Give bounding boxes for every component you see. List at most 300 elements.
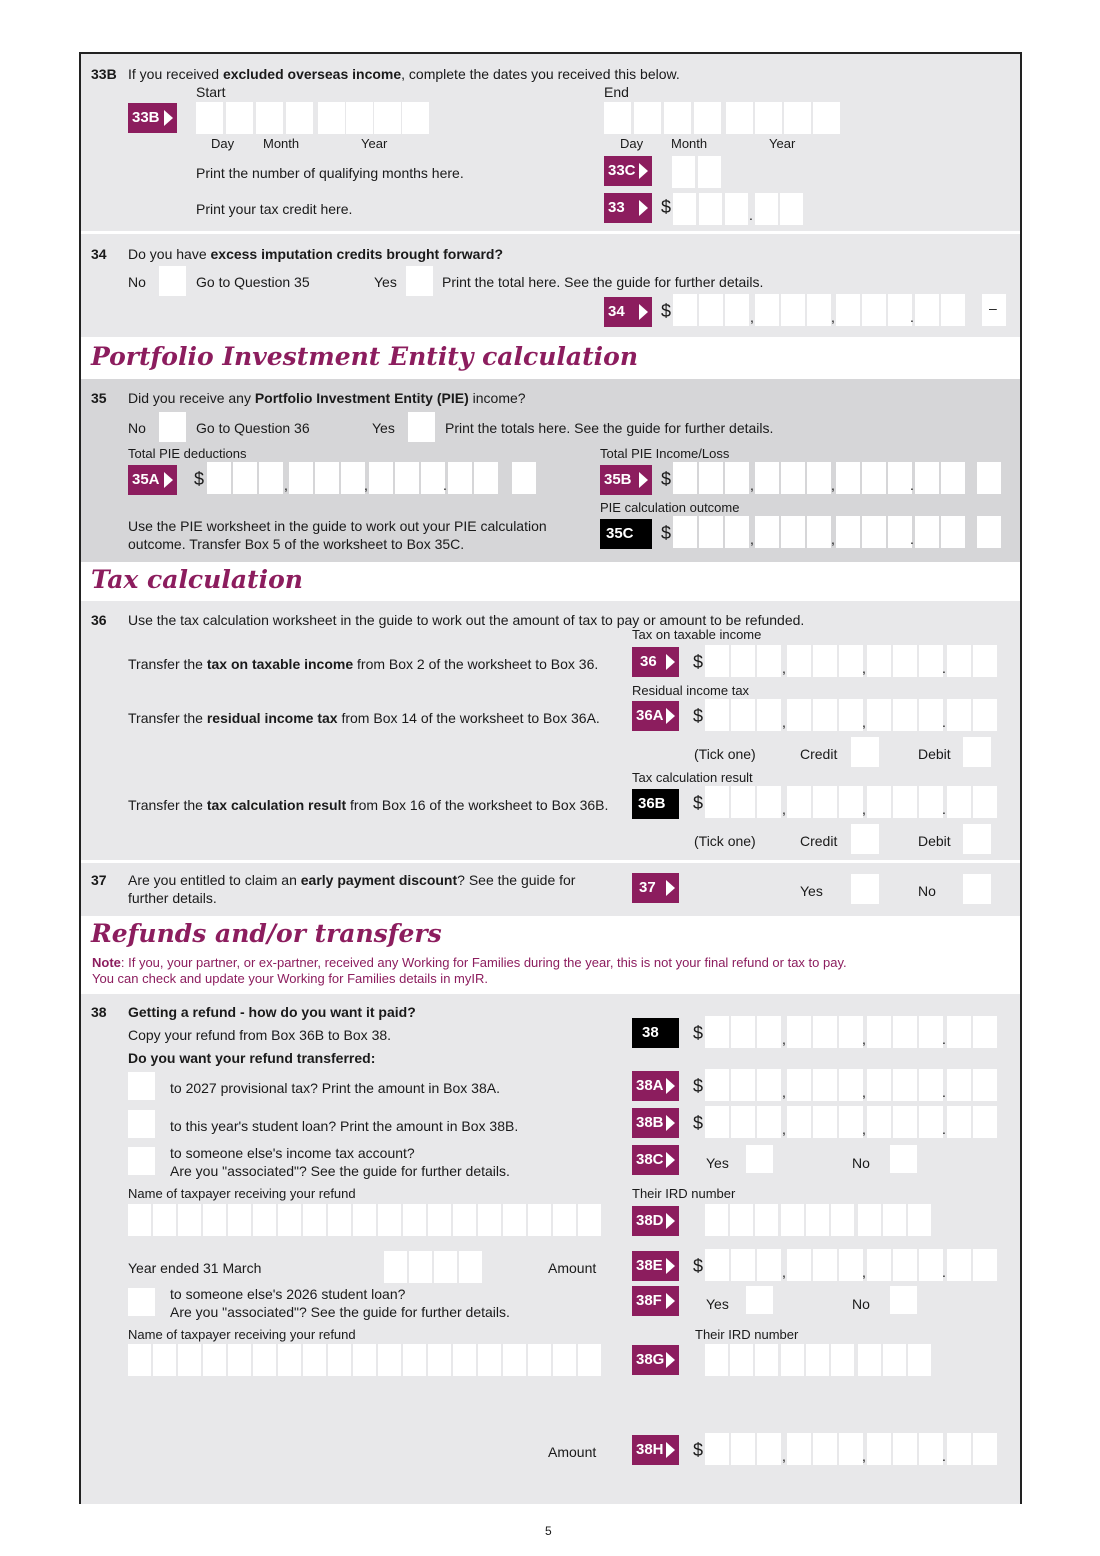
thousands-separator: , (862, 714, 866, 730)
tax-credit-cents-1[interactable] (755, 193, 778, 225)
loan-digit-3[interactable] (757, 1106, 781, 1138)
start-year-3[interactable] (374, 102, 401, 134)
income-digit-2[interactable] (699, 462, 723, 494)
name-char-10[interactable] (353, 1204, 376, 1236)
amount-h-digit-3[interactable] (757, 1433, 781, 1465)
residual-cents-2[interactable] (973, 699, 997, 731)
others-student-loan-checkbox[interactable] (128, 1288, 155, 1316)
deductions-digit-3[interactable] (259, 462, 283, 494)
amount-h-digit-7[interactable] (867, 1433, 891, 1465)
outcome-digit-8[interactable] (862, 516, 886, 548)
cents-2[interactable] (941, 294, 965, 326)
goto-text: Go to Question 35 (196, 274, 310, 290)
name-char-9[interactable] (328, 1344, 351, 1376)
associated-yes-checkbox[interactable] (746, 1145, 773, 1173)
loan-digit-4[interactable] (787, 1106, 811, 1138)
provisional-digit-2[interactable] (731, 1069, 755, 1101)
ird-digit-6[interactable] (831, 1204, 854, 1236)
name-char-17[interactable] (528, 1344, 551, 1376)
name-char-12[interactable] (403, 1344, 426, 1376)
name-char-17[interactable] (528, 1204, 551, 1236)
tax-credit-digit-3[interactable] (725, 193, 748, 225)
deductions-digit-4[interactable] (289, 462, 313, 494)
outcome-cents-2[interactable] (941, 516, 965, 548)
refund-digit-8[interactable] (893, 1016, 917, 1048)
question-number: 37 (91, 872, 107, 888)
thousands-separator: , (782, 660, 786, 676)
loan-digit-6[interactable] (839, 1106, 863, 1138)
result-digit-6[interactable] (839, 786, 863, 818)
year-digit-2[interactable] (409, 1251, 432, 1283)
outcome-digit-7[interactable] (836, 516, 860, 548)
pie-instruction-line-1: Use the PIE worksheet in the guide to work out your PIE calculation (128, 518, 547, 534)
name-char-7[interactable] (278, 1344, 301, 1376)
start-year-2[interactable] (346, 102, 373, 134)
print-totals-text: Print the totals here. See the guide for further details. (445, 420, 774, 436)
amount-e-digit-8[interactable] (893, 1249, 917, 1281)
loan-digit-9[interactable] (919, 1106, 943, 1138)
name-char-8[interactable] (303, 1204, 326, 1236)
q38-panel (81, 994, 1020, 1504)
refund-digit-6[interactable] (839, 1016, 863, 1048)
result-digit-7[interactable] (867, 786, 891, 818)
question-number: 35 (91, 390, 107, 406)
no-checkbox[interactable] (159, 266, 186, 296)
amount-h-digit-4[interactable] (787, 1433, 811, 1465)
income-sign-box[interactable] (977, 462, 1001, 494)
refund-digit-4[interactable] (787, 1016, 811, 1048)
name-char-7[interactable] (278, 1204, 301, 1236)
name-char-15[interactable] (478, 1204, 501, 1236)
result-digit-1[interactable] (705, 786, 729, 818)
amount-e-digit-6[interactable] (839, 1249, 863, 1281)
provisional-digit-3[interactable] (757, 1069, 781, 1101)
ird-digit-1[interactable] (705, 1344, 728, 1376)
residual-debit-checkbox[interactable] (963, 737, 991, 767)
year-digit-1[interactable] (384, 1251, 407, 1283)
name-char-4[interactable] (203, 1344, 226, 1376)
provisional-digit-6[interactable] (839, 1069, 863, 1101)
amount-e-digit-1[interactable] (705, 1249, 729, 1281)
section-heading-tax: Tax calculation (91, 565, 303, 594)
income-digit-4[interactable] (755, 462, 779, 494)
result-debit-checkbox[interactable] (963, 824, 991, 854)
box-tag-33: 33 (604, 193, 652, 223)
loan-digit-5[interactable] (813, 1106, 837, 1138)
yes-checkbox[interactable] (406, 266, 433, 296)
deductions-digit-7[interactable] (369, 462, 393, 494)
ird-digit-6[interactable] (831, 1344, 854, 1376)
income-digit-9[interactable] (888, 462, 912, 494)
name-char-16[interactable] (503, 1344, 526, 1376)
name-char-2[interactable] (153, 1344, 176, 1376)
taxable-digit-5[interactable] (813, 645, 837, 677)
name-char-12[interactable] (403, 1204, 426, 1236)
taxpayer-name-label: Name of taxpayer receiving your refund (128, 1186, 356, 1201)
name-char-1[interactable] (128, 1204, 151, 1236)
associated-no-checkbox[interactable] (890, 1286, 917, 1314)
ird-digit-8[interactable] (883, 1344, 906, 1376)
deductions-digit-6[interactable] (341, 462, 365, 494)
decimal-point: . (942, 1448, 946, 1464)
decimal-point: . (749, 207, 753, 223)
amount-h-digit-9[interactable] (919, 1433, 943, 1465)
result-digit-2[interactable] (731, 786, 755, 818)
name-char-10[interactable] (353, 1344, 376, 1376)
outcome-digit-3[interactable] (725, 516, 749, 548)
year-digit-3[interactable] (434, 1251, 457, 1283)
others-student-loan-text: to someone else's 2026 student loan? (170, 1286, 406, 1302)
ird-digit-1[interactable] (705, 1204, 728, 1236)
name-char-18[interactable] (553, 1344, 576, 1376)
amount-e-digit-4[interactable] (787, 1249, 811, 1281)
amount-e-digit-2[interactable] (731, 1249, 755, 1281)
outcome-digit-4[interactable] (755, 516, 779, 548)
associated-yes-checkbox[interactable] (746, 1286, 773, 1314)
thousands-separator: , (862, 1264, 866, 1280)
refund-digit-7[interactable] (867, 1016, 891, 1048)
start-day-label: Day (211, 136, 235, 151)
outcome-digit-1[interactable] (673, 516, 697, 548)
section-heading-pie: Portfolio Investment Entity calculation (91, 342, 638, 371)
digit-9[interactable] (888, 294, 912, 326)
end-month-2[interactable] (694, 102, 721, 134)
early-payment-yes-checkbox[interactable] (851, 874, 879, 904)
provisional-cents-2[interactable] (973, 1069, 997, 1101)
currency-sign: $ (693, 793, 704, 813)
yes-label: Yes (374, 274, 397, 290)
ird-digit-4[interactable] (781, 1344, 804, 1376)
provisional-digit-8[interactable] (893, 1069, 917, 1101)
ird-digit-9[interactable] (908, 1344, 931, 1376)
amount-e-cents-1[interactable] (947, 1249, 971, 1281)
name-char-6[interactable] (253, 1344, 276, 1376)
ird-digit-5[interactable] (806, 1344, 829, 1376)
refund-digit-3[interactable] (757, 1016, 781, 1048)
name-char-5[interactable] (228, 1344, 251, 1376)
note-line-2: You can check and update your Working for Families details in myIR. (92, 971, 488, 986)
name-char-15[interactable] (478, 1344, 501, 1376)
start-year-4[interactable] (402, 102, 429, 134)
name-char-6[interactable] (253, 1204, 276, 1236)
income-loss-label: Total PIE Income/Loss (600, 446, 730, 461)
amount-h-digit-6[interactable] (839, 1433, 863, 1465)
amount-label: Amount (548, 1444, 597, 1460)
ird-digit-5[interactable] (806, 1204, 829, 1236)
refund-digit-9[interactable] (919, 1016, 943, 1048)
result-digit-9[interactable] (919, 786, 943, 818)
currency-sign: $ (661, 523, 672, 543)
amount-h-cents-2[interactable] (973, 1433, 997, 1465)
taxable-digit-7[interactable] (867, 645, 891, 677)
ird-digit-4[interactable] (781, 1204, 804, 1236)
thousands-separator: , (284, 477, 288, 493)
deductions-cents-1[interactable] (448, 462, 472, 494)
currency-sign: $ (693, 652, 704, 672)
name-char-3[interactable] (178, 1344, 201, 1376)
currency-sign: $ (693, 1113, 704, 1133)
income-digit-6[interactable] (807, 462, 831, 494)
ird-digit-7[interactable] (858, 1344, 881, 1376)
end-day-1[interactable] (604, 102, 631, 134)
ird-digit-2[interactable] (730, 1204, 753, 1236)
thousands-separator: , (782, 801, 786, 817)
ird-digit-2[interactable] (730, 1344, 753, 1376)
deductions-digit-1[interactable] (207, 462, 231, 494)
residual-credit-checkbox[interactable] (851, 737, 879, 767)
taxable-digit-2[interactable] (731, 645, 755, 677)
deductions-cents-2[interactable] (474, 462, 498, 494)
name-char-1[interactable] (128, 1344, 151, 1376)
taxable-cents-1[interactable] (947, 645, 971, 677)
name-char-3[interactable] (178, 1204, 201, 1236)
box-tag-38c: 38C (632, 1145, 679, 1175)
digit-3[interactable] (725, 294, 749, 326)
name-char-9[interactable] (328, 1204, 351, 1236)
residual-tax-text: Transfer the residual income tax from Box 14 of the worksheet to Box 36A. (128, 710, 600, 726)
name-char-14[interactable] (453, 1344, 476, 1376)
result-cents-2[interactable] (973, 786, 997, 818)
income-cents-2[interactable] (941, 462, 965, 494)
refund-cents-1[interactable] (947, 1016, 971, 1048)
income-digit-3[interactable] (725, 462, 749, 494)
decimal-point: . (910, 309, 914, 325)
q36-panel (81, 601, 1020, 860)
yes-label: Yes (372, 420, 395, 436)
ird-digit-3[interactable] (755, 1344, 778, 1376)
digit-6[interactable] (807, 294, 831, 326)
digit-5[interactable] (781, 294, 805, 326)
income-digit-7[interactable] (836, 462, 860, 494)
taxable-digit-6[interactable] (839, 645, 863, 677)
amount-h-digit-1[interactable] (705, 1433, 729, 1465)
name-char-5[interactable] (228, 1204, 251, 1236)
box-tag-34: 34 (604, 297, 652, 327)
question-text: Did you receive any Portfolio Investment Entity (PIE) income? (128, 390, 526, 406)
note-line-1: Note: If you, your partner, or ex-partner, received any Working for Families during the year, this is not your final refund or tax to pay. (92, 955, 847, 970)
tax-credit-digit-2[interactable] (699, 193, 722, 225)
provisional-digit-5[interactable] (813, 1069, 837, 1101)
loan-cents-2[interactable] (973, 1106, 997, 1138)
name-char-18[interactable] (553, 1204, 576, 1236)
ird-digit-9[interactable] (908, 1204, 931, 1236)
thousands-separator: , (862, 660, 866, 676)
qualifying-months-2[interactable] (698, 156, 721, 188)
cents-1[interactable] (915, 294, 939, 326)
name-char-11[interactable] (378, 1204, 401, 1236)
digit-7[interactable] (836, 294, 860, 326)
taxable-cents-2[interactable] (973, 645, 997, 677)
no-checkbox[interactable] (159, 412, 186, 442)
residual-digit-5[interactable] (813, 699, 837, 731)
box-tag-38f: 38F (632, 1286, 679, 1316)
outcome-digit-2[interactable] (699, 516, 723, 548)
no-label: No (852, 1155, 870, 1171)
taxable-digit-1[interactable] (705, 645, 729, 677)
result-cents-1[interactable] (947, 786, 971, 818)
name-char-19[interactable] (578, 1204, 601, 1236)
name-char-13[interactable] (428, 1204, 451, 1236)
decimal-point: . (910, 531, 914, 547)
end-month-1[interactable] (664, 102, 691, 134)
income-digit-8[interactable] (862, 462, 886, 494)
end-year-3[interactable] (784, 102, 811, 134)
amount-h-cents-1[interactable] (947, 1433, 971, 1465)
provisional-digit-1[interactable] (705, 1069, 729, 1101)
amount-e-cents-2[interactable] (973, 1249, 997, 1281)
name-char-19[interactable] (578, 1344, 601, 1376)
start-day-1[interactable] (196, 102, 223, 134)
currency-sign: $ (661, 469, 672, 489)
outcome-digit-9[interactable] (888, 516, 912, 548)
amount-e-digit-3[interactable] (757, 1249, 781, 1281)
thousands-separator: , (862, 1031, 866, 1047)
start-month-2[interactable] (286, 102, 313, 134)
provisional-digit-4[interactable] (787, 1069, 811, 1101)
goto-text: Go to Question 36 (196, 420, 310, 436)
start-year-1[interactable] (318, 102, 345, 134)
yes-label: Yes (706, 1296, 729, 1312)
name-char-16[interactable] (503, 1204, 526, 1236)
outcome-cents-1[interactable] (915, 516, 939, 548)
taxable-digit-3[interactable] (757, 645, 781, 677)
amount-e-digit-5[interactable] (813, 1249, 837, 1281)
refund-digit-1[interactable] (705, 1016, 729, 1048)
loan-cents-1[interactable] (947, 1106, 971, 1138)
tax-credit-text: Print your tax credit here. (196, 201, 353, 217)
tax-credit-digit-1[interactable] (673, 193, 696, 225)
amount-e-digit-7[interactable] (867, 1249, 891, 1281)
refund-digit-2[interactable] (731, 1016, 755, 1048)
deductions-digit-5[interactable] (315, 462, 339, 494)
residual-digit-4[interactable] (787, 699, 811, 731)
provisional-tax-checkbox[interactable] (128, 1072, 155, 1100)
thousands-separator: , (750, 477, 754, 493)
deductions-digit-9[interactable] (421, 462, 445, 494)
residual-tax-label: Residual income tax (632, 683, 750, 698)
income-digit-5[interactable] (781, 462, 805, 494)
taxable-digit-4[interactable] (787, 645, 811, 677)
digit-8[interactable] (862, 294, 886, 326)
thousands-separator: , (782, 714, 786, 730)
end-year-4[interactable] (813, 102, 840, 134)
refund-cents-2[interactable] (973, 1016, 997, 1048)
thousands-separator: , (782, 1084, 786, 1100)
name-char-2[interactable] (153, 1204, 176, 1236)
question-text: Use the tax calculation worksheet in the guide to work out the amount of tax to pay or amount to be refunded. (128, 612, 805, 628)
residual-digit-7[interactable] (867, 699, 891, 731)
associated-no-checkbox[interactable] (890, 1145, 917, 1173)
digit-1[interactable] (673, 294, 697, 326)
loan-digit-2[interactable] (731, 1106, 755, 1138)
deductions-digit-2[interactable] (233, 462, 257, 494)
name-char-4[interactable] (203, 1204, 226, 1236)
year-ended-label: Year ended 31 March (128, 1260, 262, 1276)
residual-digit-8[interactable] (893, 699, 917, 731)
residual-cents-1[interactable] (947, 699, 971, 731)
thousands-separator: , (782, 1264, 786, 1280)
amount-e-digit-9[interactable] (919, 1249, 943, 1281)
provisional-digit-9[interactable] (919, 1069, 943, 1101)
name-char-8[interactable] (303, 1344, 326, 1376)
box-tag-36: 36 (632, 647, 679, 677)
taxable-digit-9[interactable] (919, 645, 943, 677)
amount-h-digit-5[interactable] (813, 1433, 837, 1465)
residual-digit-6[interactable] (839, 699, 863, 731)
ird-digit-3[interactable] (755, 1204, 778, 1236)
outcome-sign-box[interactable] (977, 516, 1001, 548)
income-tax-account-checkbox[interactable] (128, 1147, 155, 1175)
start-month-1[interactable] (256, 102, 283, 134)
digit-2[interactable] (699, 294, 723, 326)
end-year-2[interactable] (755, 102, 782, 134)
question-number: 33B (91, 66, 117, 82)
form-frame (79, 52, 1022, 1504)
box-tag-33b: 33B (128, 103, 177, 133)
start-year-label: Year (361, 136, 388, 151)
tax-credit-cents-2[interactable] (780, 193, 803, 225)
deductions-digit-8[interactable] (395, 462, 419, 494)
no-label: No (852, 1296, 870, 1312)
residual-digit-9[interactable] (919, 699, 943, 731)
deductions-sign-box[interactable] (512, 462, 536, 494)
provisional-cents-1[interactable] (947, 1069, 971, 1101)
result-digit-3[interactable] (757, 786, 781, 818)
start-day-2[interactable] (226, 102, 253, 134)
early-payment-no-checkbox[interactable] (963, 874, 991, 904)
currency-sign: $ (693, 706, 704, 726)
refund-digit-5[interactable] (813, 1016, 837, 1048)
income-digit-1[interactable] (673, 462, 697, 494)
student-loan-text: to this year's student loan? Print the amount in Box 38B. (170, 1118, 519, 1134)
outcome-digit-6[interactable] (807, 516, 831, 548)
ird-digit-8[interactable] (883, 1204, 906, 1236)
end-month-label: Month (671, 136, 708, 151)
residual-digit-3[interactable] (757, 699, 781, 731)
provisional-digit-7[interactable] (867, 1069, 891, 1101)
end-day-2[interactable] (634, 102, 661, 134)
amount-h-digit-2[interactable] (731, 1433, 755, 1465)
result-digit-8[interactable] (893, 786, 917, 818)
year-digit-4[interactable] (459, 1251, 482, 1283)
loan-digit-7[interactable] (867, 1106, 891, 1138)
income-cents-1[interactable] (915, 462, 939, 494)
thousands-separator: , (831, 531, 835, 547)
q34-panel (81, 234, 1020, 337)
loan-digit-1[interactable] (705, 1106, 729, 1138)
loan-digit-8[interactable] (893, 1106, 917, 1138)
outcome-digit-5[interactable] (781, 516, 805, 548)
thousands-separator: , (862, 1084, 866, 1100)
taxable-digit-8[interactable] (893, 645, 917, 677)
ird-digit-7[interactable] (858, 1204, 881, 1236)
name-char-13[interactable] (428, 1344, 451, 1376)
result-digit-5[interactable] (813, 786, 837, 818)
digit-4[interactable] (755, 294, 779, 326)
result-digit-4[interactable] (787, 786, 811, 818)
student-loan-checkbox[interactable] (128, 1110, 155, 1138)
name-char-11[interactable] (378, 1344, 401, 1376)
start-label: Start (196, 84, 226, 100)
amount-h-digit-8[interactable] (893, 1433, 917, 1465)
residual-digit-2[interactable] (731, 699, 755, 731)
qualifying-months-1[interactable] (672, 156, 695, 188)
name-char-14[interactable] (453, 1204, 476, 1236)
residual-digit-1[interactable] (705, 699, 729, 731)
yes-checkbox[interactable] (408, 412, 435, 442)
end-year-1[interactable] (726, 102, 753, 134)
result-credit-checkbox[interactable] (851, 824, 879, 854)
